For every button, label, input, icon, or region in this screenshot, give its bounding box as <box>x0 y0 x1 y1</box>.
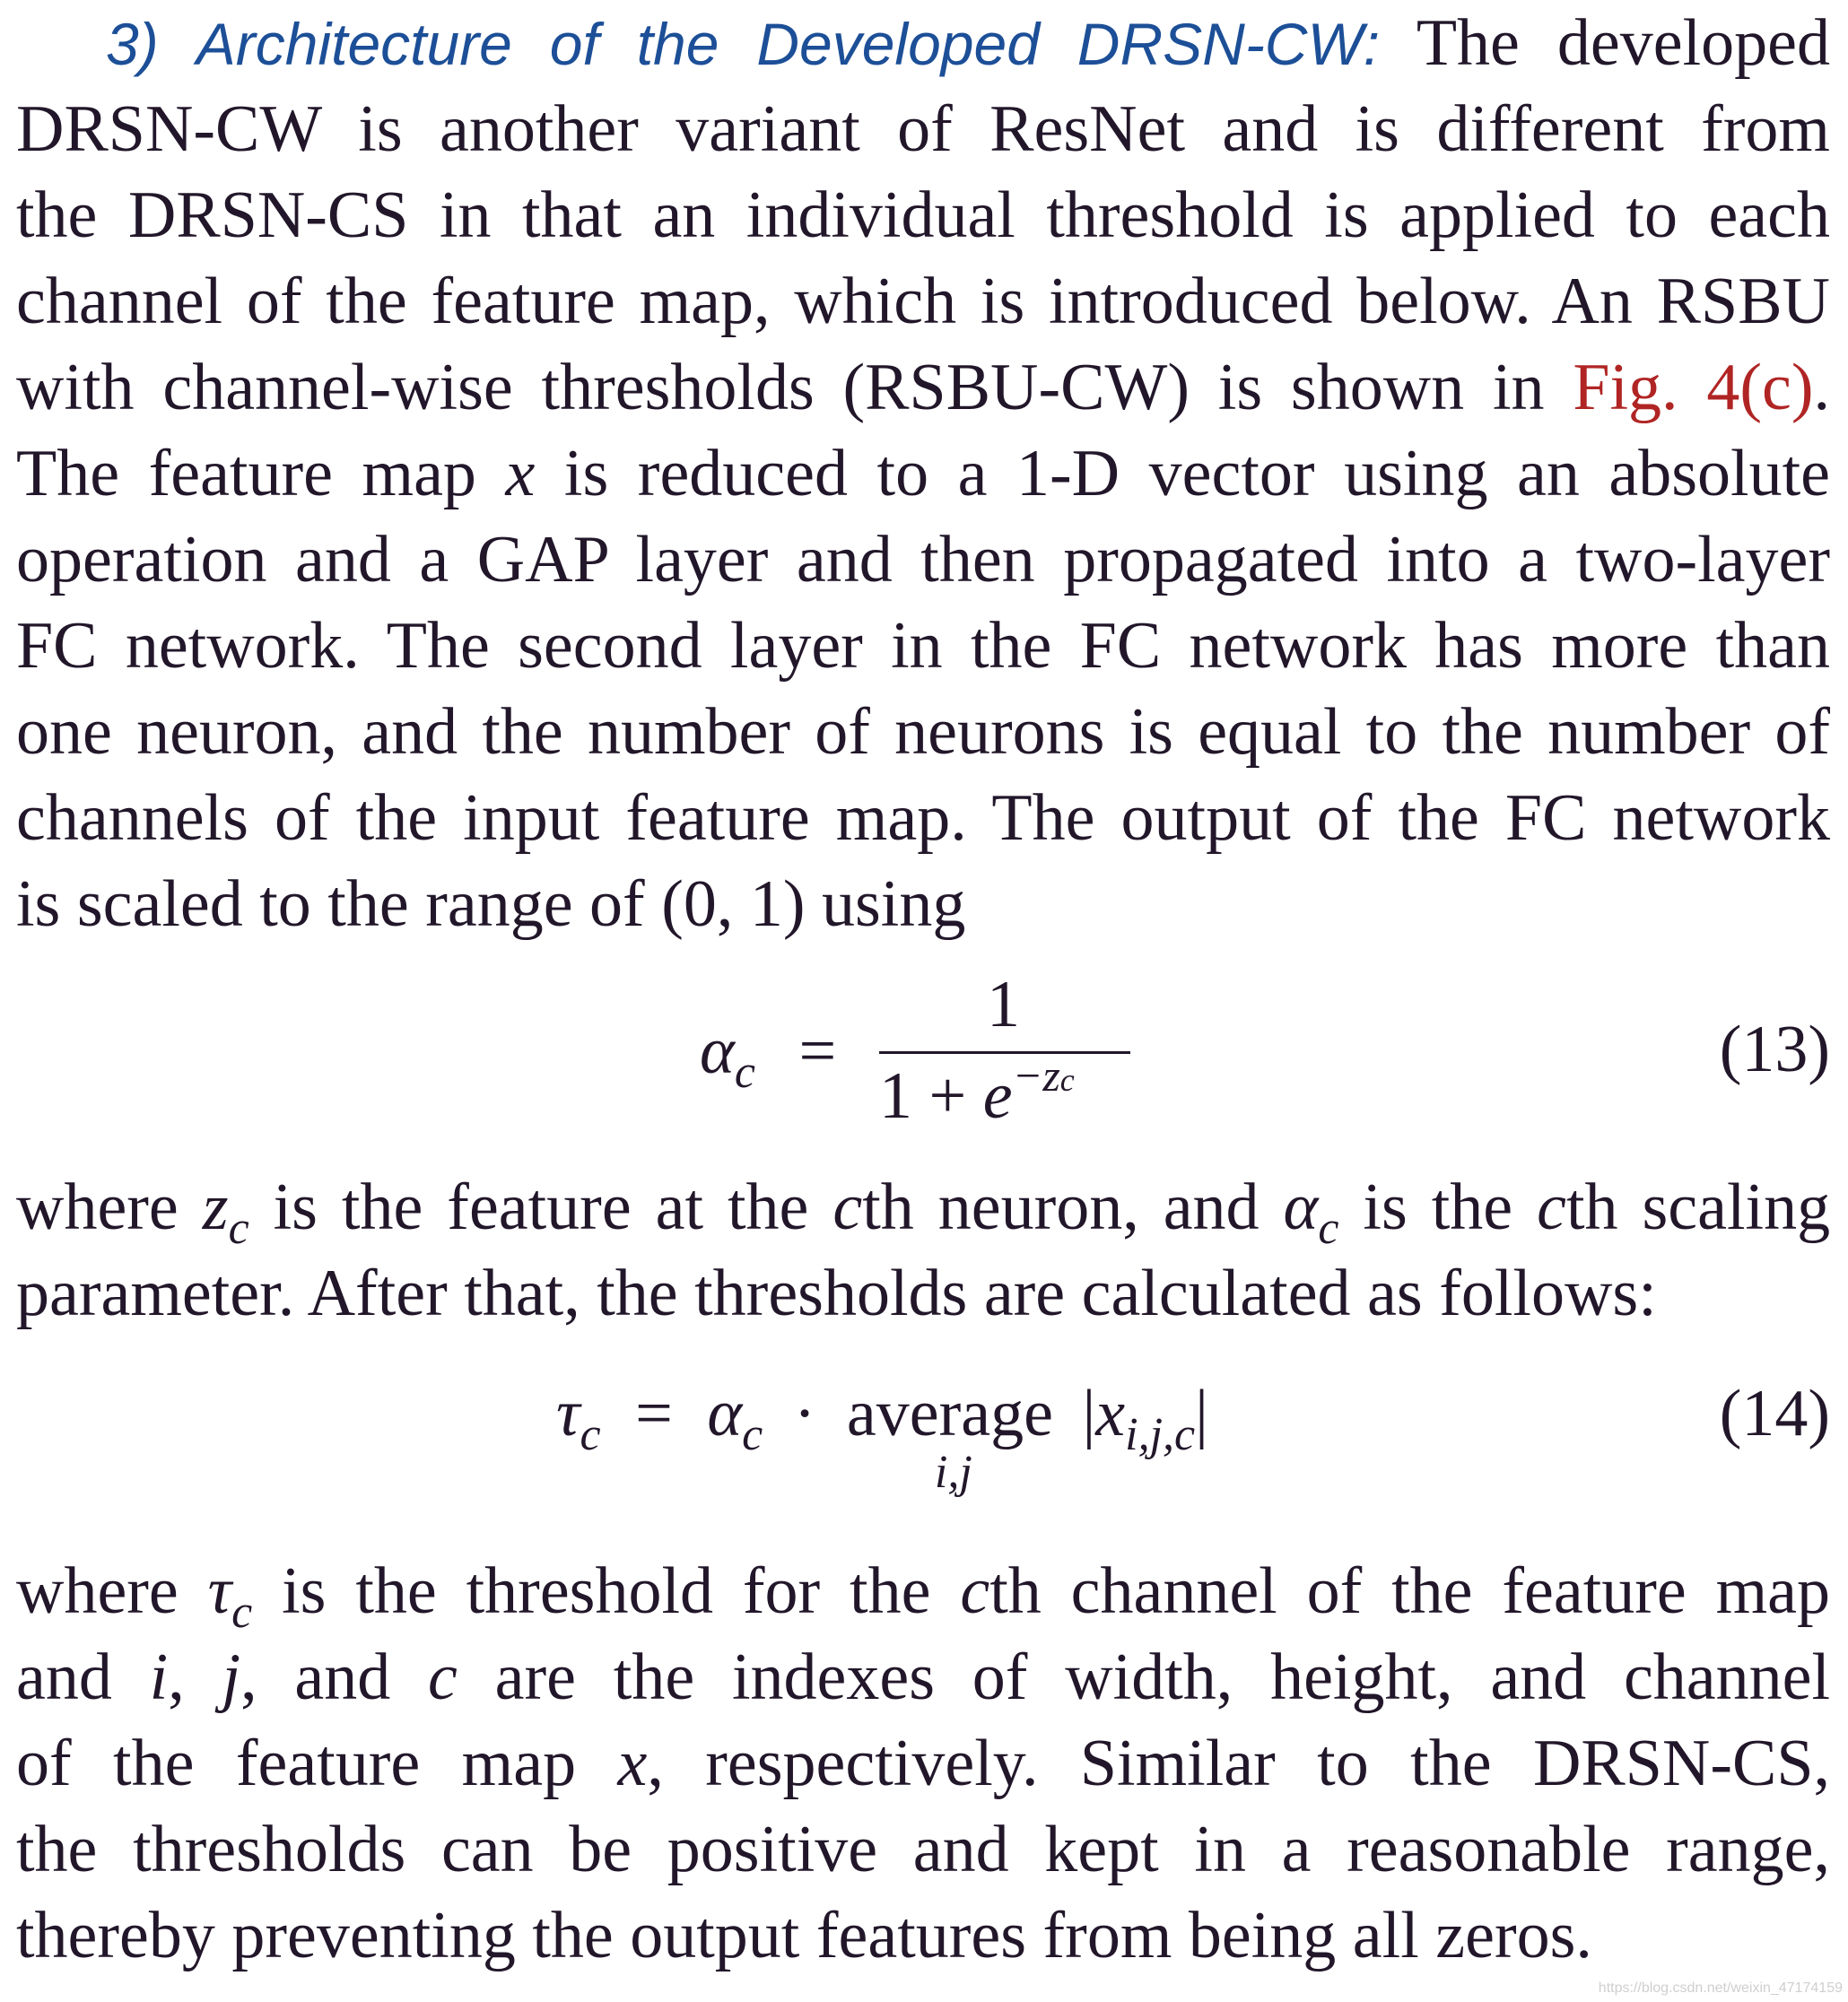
p3-text-b3: , respectively. Similar to the DRSN-CS, <box>647 1727 1831 1800</box>
paragraph1-line5-post: . <box>1813 351 1830 424</box>
eq14-x-sub: i,j,c <box>1125 1409 1196 1460</box>
p3-text-b: is the threshold for the <box>282 1554 931 1628</box>
paragraph1-line6-pre: The feature map <box>16 437 476 510</box>
eq14-number: (14) <box>1719 1377 1830 1450</box>
eq14-tau: τ <box>556 1377 580 1450</box>
p3-text-d: th channel of the feature map <box>989 1554 1831 1628</box>
paragraph1-line5 <box>16 344 1830 431</box>
eq14-tau-sub: c <box>580 1409 601 1460</box>
eq13-e: e <box>982 1059 1013 1133</box>
eq14-abs-close: | <box>1195 1377 1208 1450</box>
paragraph1-line1 <box>16 0 1830 86</box>
figure-reference-link[interactable]: Fig. 4(c) <box>1573 351 1814 424</box>
p2-text-b: is the feature at the <box>273 1171 809 1244</box>
p3-text-a3: of the feature map <box>16 1727 577 1800</box>
p3-where: where <box>16 1554 179 1628</box>
paragraph3-line4: the thresholds can be positive and kept in a reasonable range, <box>16 1813 1830 1886</box>
math-var-c: c <box>832 1171 863 1244</box>
paragraph1-line9: one neuron, and the number of neurons is equal to the number of <box>16 695 1830 769</box>
eq13-exponent <box>1013 1050 1075 1101</box>
paragraph2-line1 <box>16 1164 1831 1254</box>
eq13-exponent-sub: c <box>1059 1062 1075 1098</box>
eq13-exponent-main: −z <box>1012 1050 1060 1101</box>
eq14-operator <box>846 1376 1053 1498</box>
paragraph2-line2: parameter. After that, the thresholds are calculated as follows: <box>16 1257 1657 1330</box>
paragraph3-line2 <box>16 1634 1830 1720</box>
eq14-alpha: α <box>707 1377 743 1450</box>
math-var-alpha-sub: c <box>1318 1203 1339 1254</box>
p3-and: and <box>16 1641 112 1714</box>
eq13-denominator <box>879 1050 1075 1135</box>
paragraph1-line7: operation and a GAP layer and then propagated into a two-layer <box>16 523 1830 596</box>
paragraph1-line8: FC network. The second layer in the FC network has more than <box>16 609 1830 683</box>
eq13-numerator: 1 <box>987 968 1020 1041</box>
math-var-x: x <box>505 437 536 510</box>
math-var-z: z <box>202 1171 229 1244</box>
eq14-abs-open: | <box>1082 1377 1096 1450</box>
paragraph1-line1-tail: The developed <box>1416 6 1831 80</box>
math-var-alpha: α <box>1283 1171 1319 1244</box>
math-var-x: x <box>617 1727 648 1800</box>
paragraph3-line3 <box>16 1720 1830 1806</box>
eq13-denominator-pre: 1 + <box>879 1059 983 1133</box>
eq14-equals: = <box>635 1377 673 1450</box>
p2-text-c: th neuron, and <box>862 1171 1260 1244</box>
eq14-x: x <box>1095 1377 1126 1450</box>
math-var-j: j <box>222 1641 241 1714</box>
p2-where: where <box>16 1171 179 1244</box>
eq14-operator-subscript: i,j <box>934 1447 972 1498</box>
watermark: https://blog.csdn.net/weixin_47174159 <box>1598 1980 1843 1996</box>
paragraph1-line5-pre: with channel-wise thresholds (RSBU-CW) is shown in <box>16 351 1545 424</box>
p3-and-2: , and <box>240 1641 391 1714</box>
eq13-alpha-sub: c <box>734 1047 755 1098</box>
p3-text-d2: are the indexes of width, height, and channel <box>494 1641 1831 1714</box>
paragraph1-line6 <box>16 431 1830 517</box>
math-var-z-sub: c <box>228 1203 249 1254</box>
eq13-equals: = <box>798 1014 837 1088</box>
paragraph1-line6-post: is reduced to a 1-D vector using an absolute <box>563 437 1830 510</box>
paragraph1-line4: channel of the feature map, which is introduced below. An RSBU <box>16 265 1830 338</box>
eq14-average: average <box>846 1377 1053 1450</box>
section-title: Architecture of the Developed DRSN-CW: <box>196 11 1381 77</box>
paragraph3-line1 <box>16 1548 1831 1638</box>
paragraph3-line5: thereby preventing the output features from being all zeros. <box>16 1899 1592 1972</box>
paragraph1-line10: channels of the input feature map. The output of the FC network <box>16 781 1830 855</box>
paragraph1-line2: DRSN-CW is another variant of ResNet and is different from <box>16 92 1830 166</box>
math-var-c: c <box>428 1641 458 1714</box>
math-var-c: c <box>1537 1171 1566 1244</box>
math-var-tau: τ <box>207 1554 232 1628</box>
paragraph1-line3: the DRSN-CS in that an individual threshold is applied to each <box>16 178 1830 252</box>
eq13-fraction-bar <box>879 1051 1130 1054</box>
eq13-lhs <box>700 1014 837 1098</box>
eq14-body <box>556 1376 1208 1498</box>
paragraph1-line11: is scaled to the range of (0, 1) using <box>16 867 966 941</box>
p2-text-d: is the <box>1363 1171 1513 1244</box>
eq14-dot: · <box>793 1377 816 1450</box>
p2-text-e: th scaling <box>1565 1171 1831 1244</box>
eq14-alpha-sub: c <box>742 1409 763 1460</box>
eq13-alpha: α <box>700 1014 735 1088</box>
math-var-i: i <box>149 1641 169 1714</box>
p3-comma: , <box>168 1641 185 1714</box>
eq13-number: (13) <box>1719 1013 1830 1086</box>
math-var-c: c <box>960 1554 990 1628</box>
section-number: 3) <box>106 11 159 77</box>
math-var-tau-sub: c <box>231 1587 253 1638</box>
